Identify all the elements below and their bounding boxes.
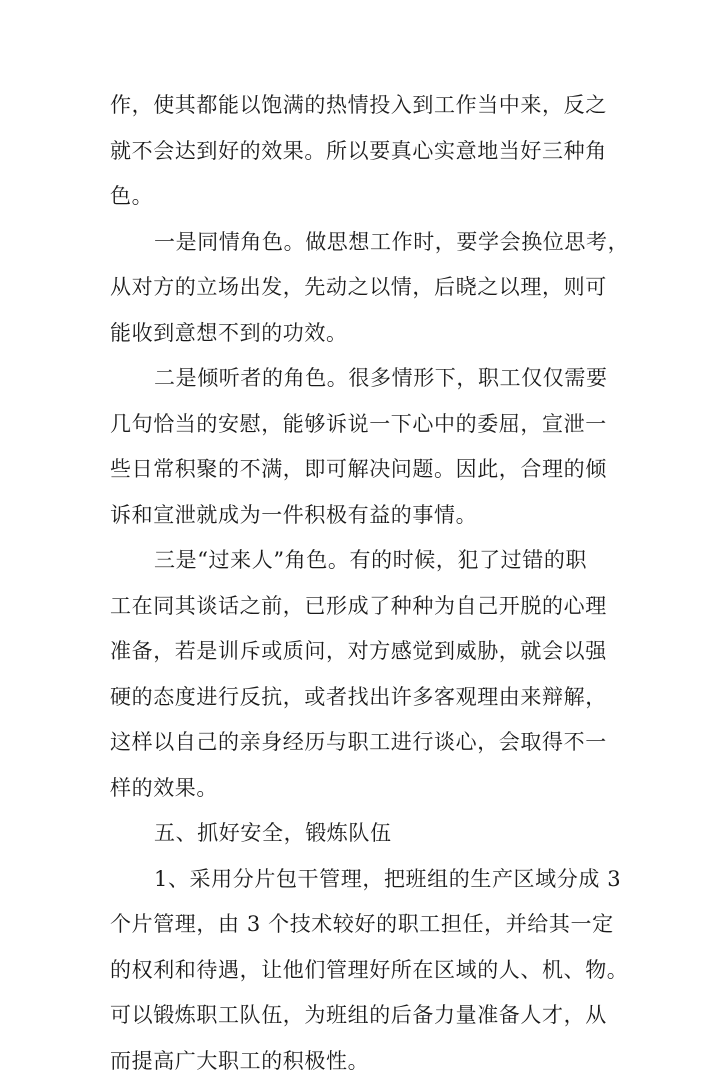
section-heading: 五、抓好安全，锻炼队伍 xyxy=(110,811,615,857)
text-line: 色。 xyxy=(110,174,615,220)
text-line: 诉和宣泄就成为一件积极有益的事情。 xyxy=(110,493,615,539)
text-line: 工在同其谈话之前，已形成了种种为自己开脱的心理 xyxy=(110,584,615,630)
paragraph-start-line: 1、采用分片包干管理，把班组的生产区域分成 3 xyxy=(110,857,615,903)
text-line: 可以锻炼职工队伍，为班组的后备力量准备人才，从 xyxy=(110,993,615,1039)
text-line: 能收到意想不到的功效。 xyxy=(110,311,615,357)
text-line: 硬的态度进行反抗，或者找出许多客观理由来辩解， xyxy=(110,675,615,721)
text-line: 几句恰当的安慰，能够诉说一下心中的委屈，宣泄一 xyxy=(110,402,615,448)
paragraph-start-line: 一是同情角色。做思想工作时，要学会换位思考， xyxy=(110,220,615,266)
text-line: 些日常积聚的不满，即可解决问题。因此，合理的倾 xyxy=(110,447,615,493)
text-line: 样的效果。 xyxy=(110,766,615,812)
text-line: 的权利和待遇，让他们管理好所在区域的人、机、物。 xyxy=(110,948,615,994)
paragraph-start-line: 三是“过来人”角色。有的时候，犯了过错的职 xyxy=(110,538,615,584)
text-line: 准备，若是训斥或质问，对方感觉到威胁，就会以强 xyxy=(110,629,615,675)
paragraph-start-line: 二是倾听者的角色。很多情形下，职工仅仅需要 xyxy=(110,356,615,402)
text-line: 这样以自己的亲身经历与职工进行谈心，会取得不一 xyxy=(110,720,615,766)
text-line: 从对方的立场出发，先动之以情，后晓之以理，则可 xyxy=(110,265,615,311)
text-line: 而提高广大职工的积极性。 xyxy=(110,1039,615,1084)
text-line: 就不会达到好的效果。所以要真心实意地当好三种角 xyxy=(110,129,615,175)
text-line: 个片管理，由 3 个技术较好的职工担任，并给其一定 xyxy=(110,902,615,948)
document-body xyxy=(110,83,615,1084)
text-line: 作，使其都能以饱满的热情投入到工作当中来，反之 xyxy=(110,83,615,129)
